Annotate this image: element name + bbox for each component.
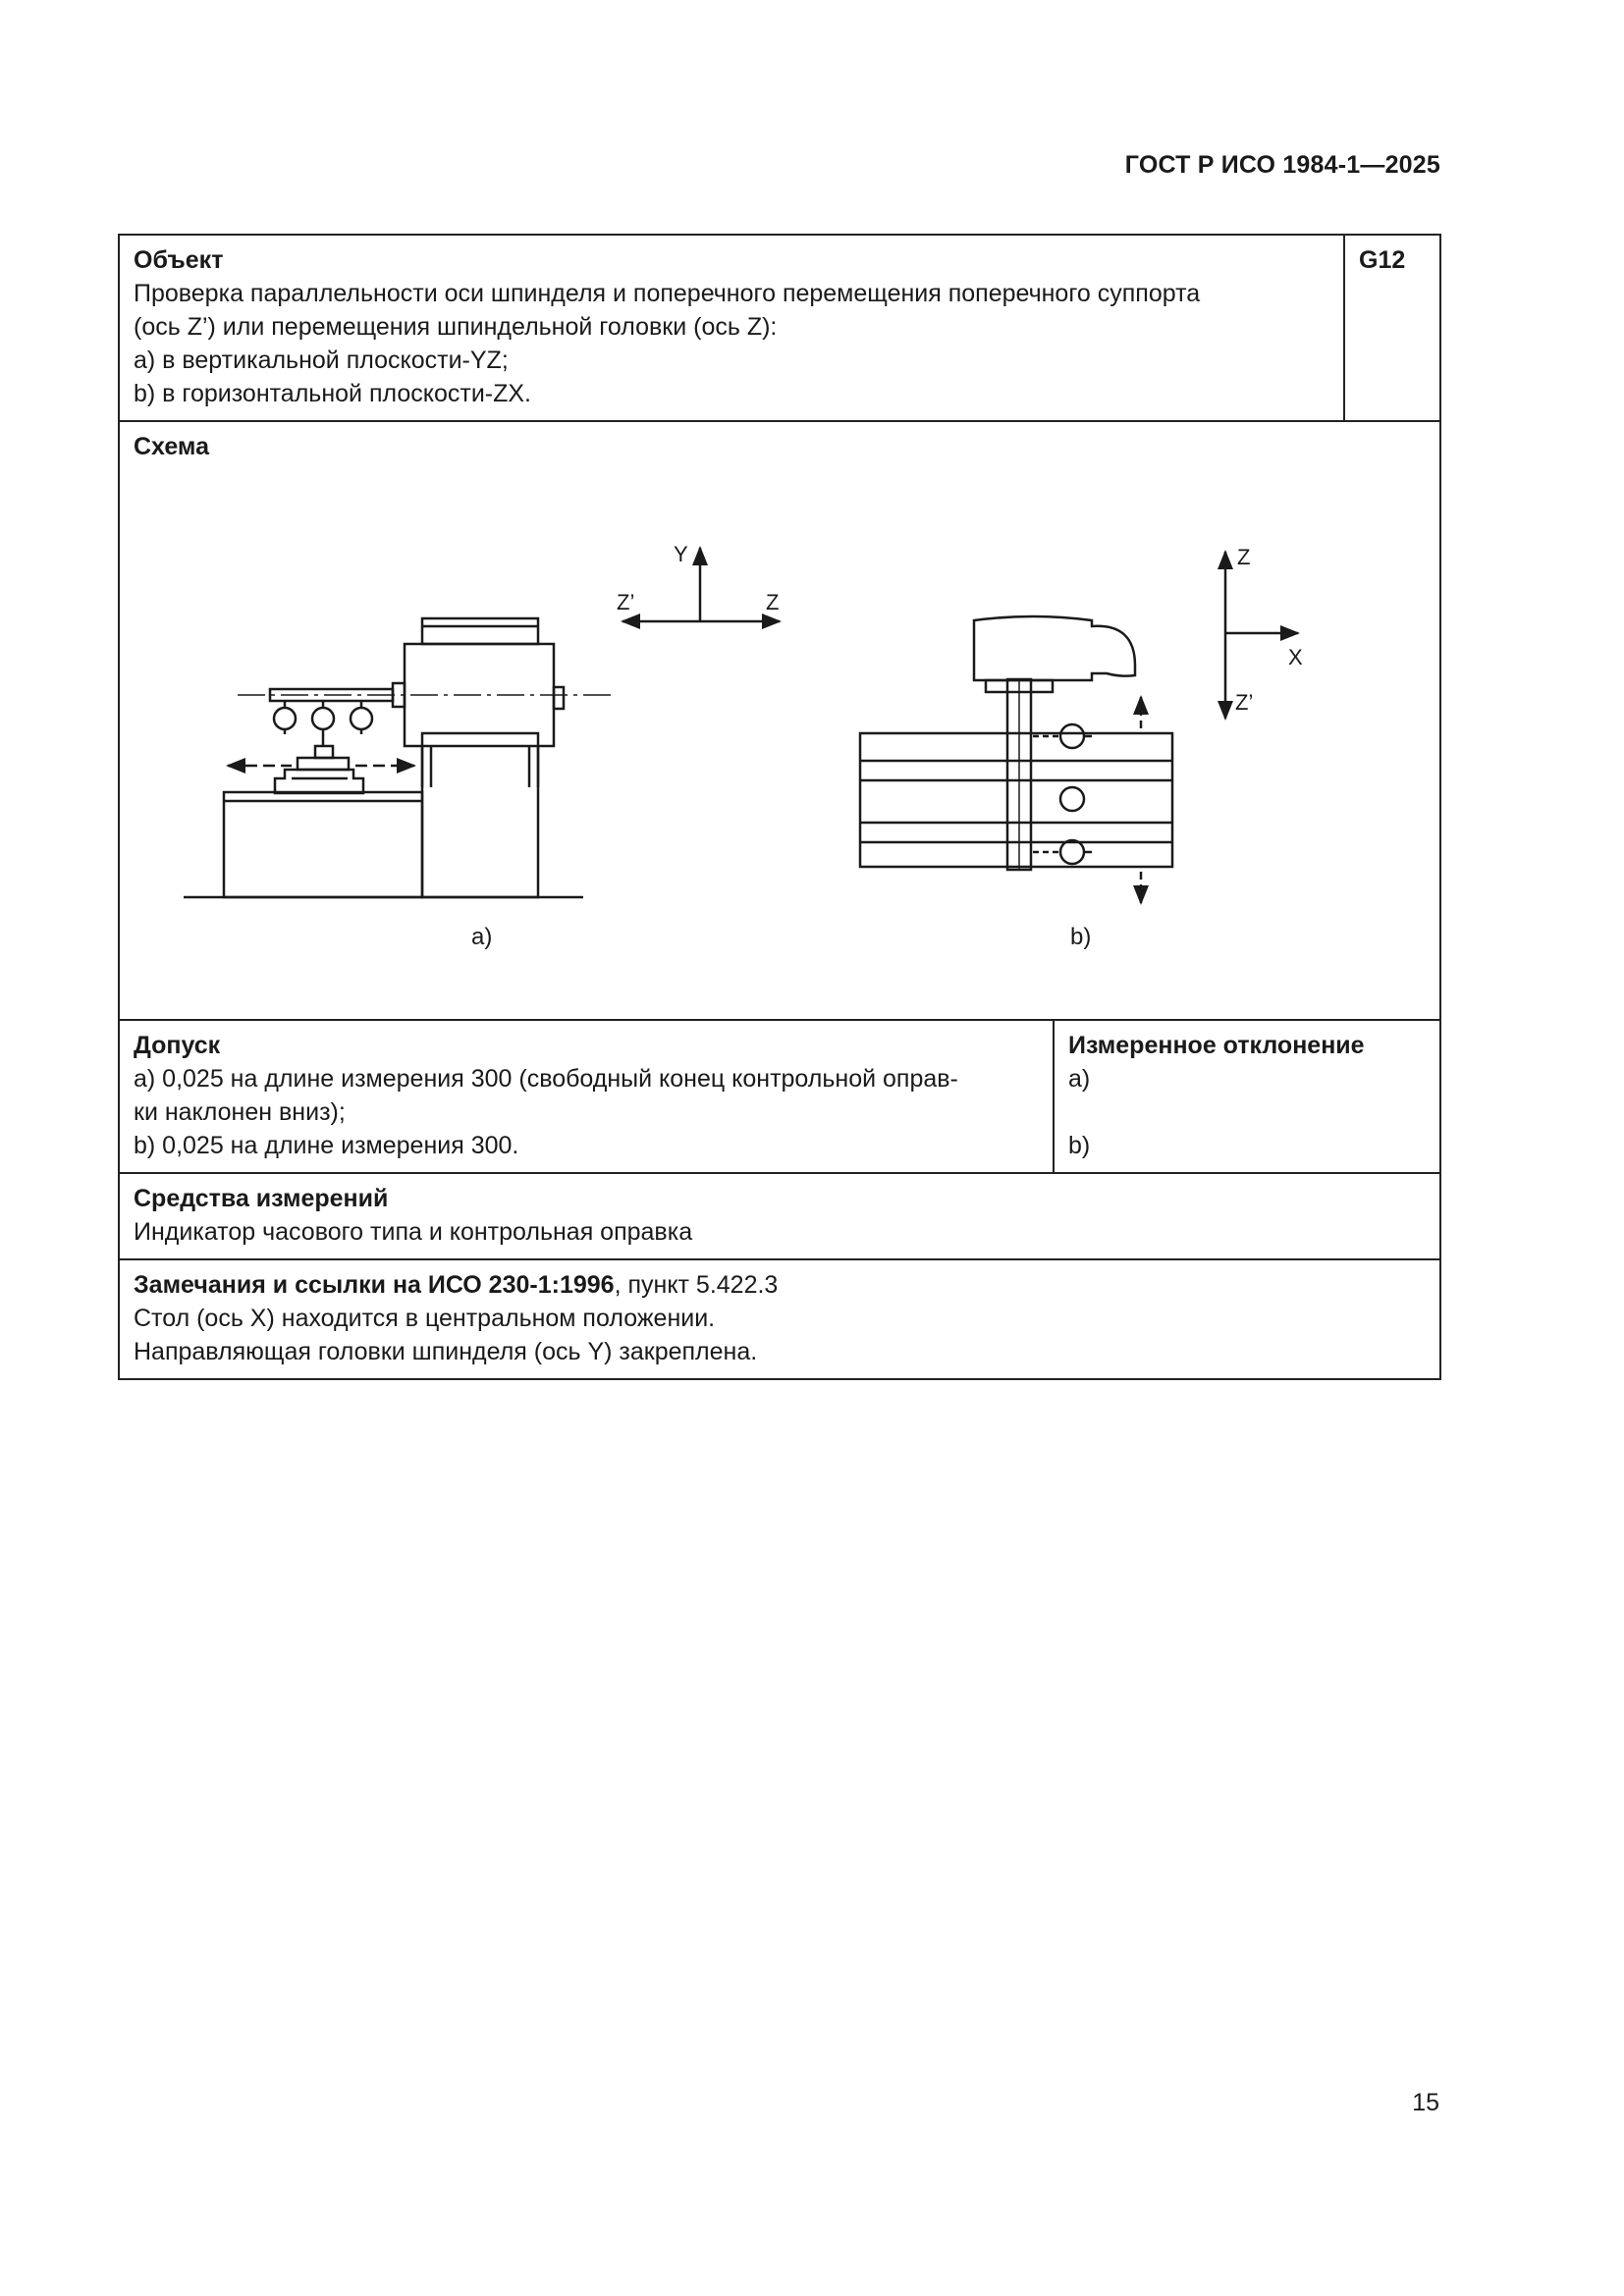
axis-label-z: Z — [1237, 545, 1251, 569]
object-text-line: Проверка параллельности оси шпинделя и поперечного перемещения поперечного суппорта — [134, 280, 1201, 307]
notes-cell — [120, 1260, 1439, 1378]
page-number: 15 — [1412, 2089, 1439, 2116]
tolerance-line: ки наклонен вниз); — [134, 1098, 346, 1126]
scheme-row — [118, 422, 1441, 1021]
notes-title: Замечания и ссылки на ИСО 230-1:1996 — [134, 1271, 615, 1299]
scheme-cell — [120, 422, 1439, 1019]
tolerance-line: a) 0,025 на длине измерения 300 (свободный конец контрольной оправ- — [134, 1065, 958, 1093]
notes-line: Направляющая головки шпинделя (ось Y) закреплена. — [134, 1338, 758, 1365]
axis-label-y: Y — [674, 542, 688, 566]
axis-label-z: Z — [766, 590, 780, 614]
measured-title: Измеренное отклонение — [1068, 1032, 1365, 1059]
object-text-line: a) в вертикальной плоскости-YZ; — [134, 347, 509, 374]
test-code: G12 — [1359, 246, 1406, 274]
scheme-drawing — [120, 422, 1443, 1019]
figure-b-drawing — [860, 552, 1298, 903]
scheme-title: Схема — [134, 433, 209, 460]
figure-a-caption: a) — [471, 924, 493, 950]
instruments-row — [118, 1174, 1441, 1260]
tolerance-title: Допуск — [134, 1032, 221, 1059]
measured-b: b) — [1068, 1132, 1091, 1159]
figure-b-caption: b) — [1070, 924, 1092, 950]
figure-a-drawing — [184, 548, 780, 897]
tolerance-row — [118, 1021, 1441, 1174]
measured-deviation-cell — [1055, 1021, 1439, 1172]
object-text-line: b) в горизонтальной плоскости-ZX. — [134, 380, 532, 407]
notes-line: Стол (ось X) находится в центральном положении. — [134, 1305, 716, 1332]
tolerance-cell — [120, 1021, 1055, 1172]
object-title: Объект — [134, 246, 224, 274]
instruments-title: Средства измерений — [134, 1185, 389, 1212]
object-row — [118, 234, 1441, 422]
standard-header: ГОСТ Р ИСО 1984-1—2025 — [1124, 151, 1440, 179]
instruments-text: Индикатор часового типа и контрольная оправка — [134, 1218, 693, 1246]
test-sheet-table — [118, 234, 1441, 1380]
measured-a: a) — [1068, 1065, 1091, 1093]
tolerance-line: b) 0,025 на длине измерения 300. — [134, 1132, 519, 1159]
object-text-line: (ось Z’) или перемещения шпиндельной головки (ось Z): — [134, 313, 778, 341]
axis-label-z-prime: Z’ — [617, 590, 635, 614]
axis-label-z-prime: Z’ — [1235, 690, 1254, 715]
notes-heading — [134, 1268, 1426, 1302]
axis-label-x: X — [1288, 645, 1303, 669]
notes-clause: , пункт 5.422.3 — [614, 1271, 779, 1299]
object-cell — [120, 236, 1345, 420]
notes-row — [118, 1260, 1441, 1380]
measured-spacer — [1068, 1095, 1426, 1129]
instruments-cell — [120, 1174, 1439, 1258]
